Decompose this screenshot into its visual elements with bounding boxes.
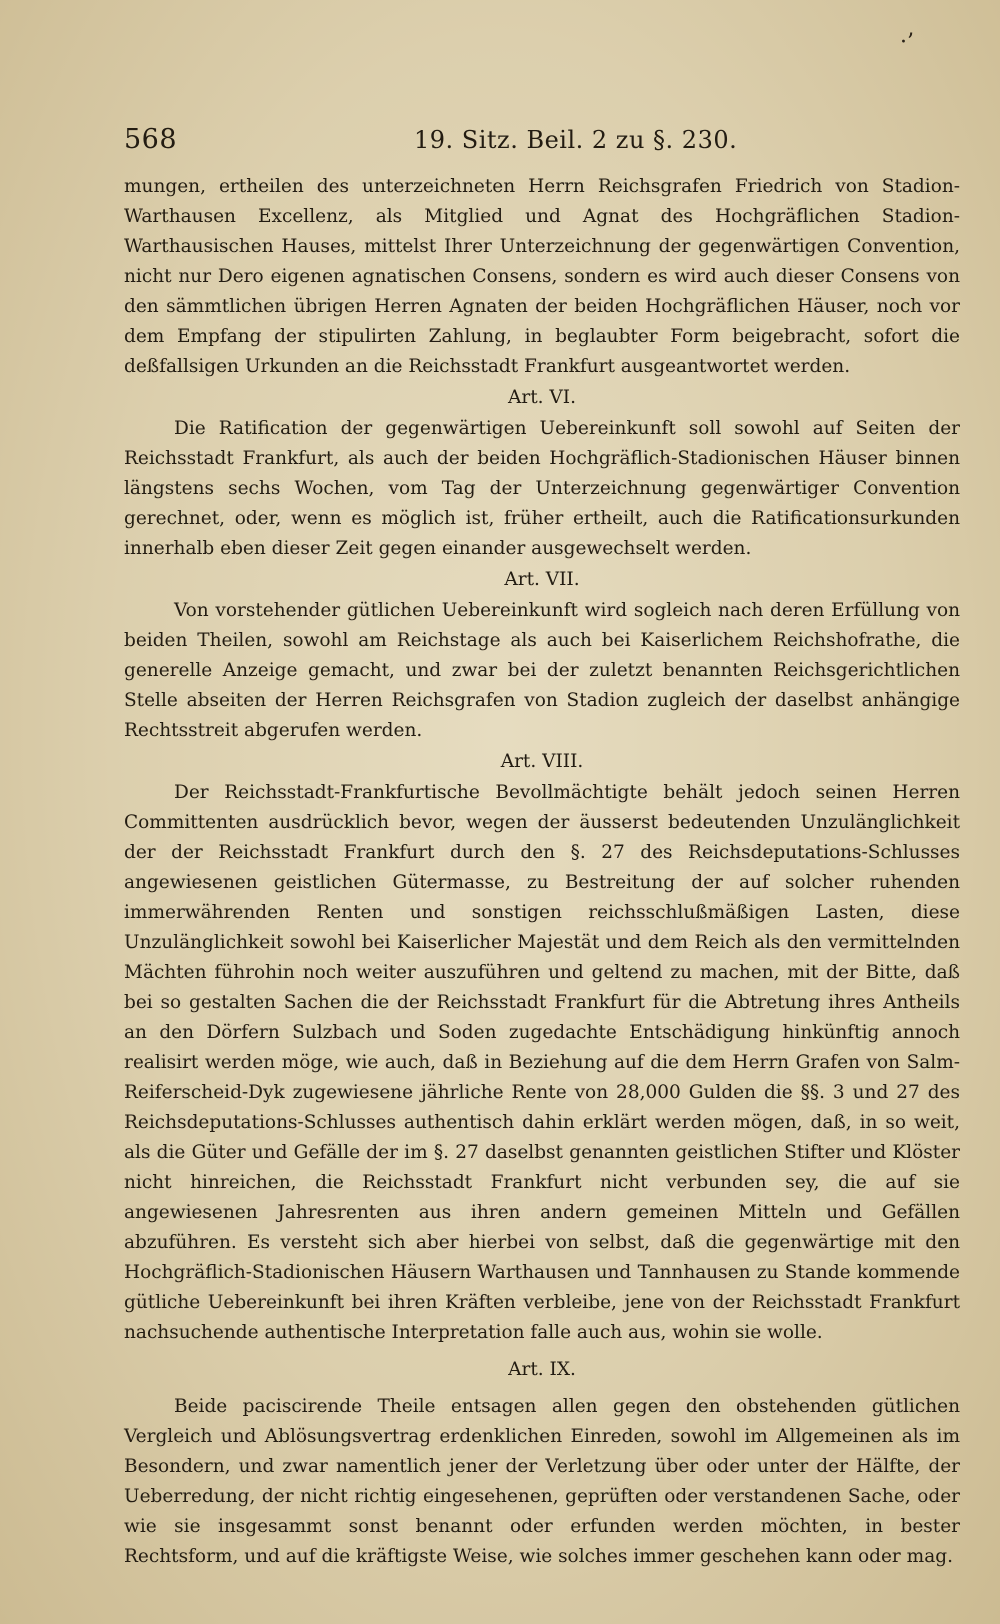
page-header bbox=[124, 124, 944, 158]
margin-marks: ·’ bbox=[900, 30, 914, 55]
article-heading-9: Art. IX. bbox=[508, 1359, 576, 1380]
article-heading-7: Art. VII. bbox=[504, 569, 580, 590]
article-heading-8: Art. VIII. bbox=[500, 751, 584, 772]
article-7-text: Von vorstehender gütlichen Uebereinkunft wird sogleich nach deren Erfüllung von beiden Theilen, sowohl am Reichstage als auch bei Kaiserlichem Reichshofrathe, die generelle Anzeige gemacht, und zwar bei der zuletzt benannten Reichsgerichtlichen Stelle abseiten der Herren Reichsgrafen von Stadion zugleich der daselbst anhängige Rechtsstreit abgerufen werden. bbox=[124, 600, 960, 741]
running-title: 19. Sitz. Beil. 2 zu §. 230. bbox=[414, 126, 738, 154]
page-number: 568 bbox=[124, 124, 178, 155]
paragraph-continuation: mungen, ertheilen des unterzeichneten Herrn Reichsgrafen Friedrich von Stadion-Warthausen Excellenz, als Mitglied und Agnat des Hochgräflichen Stadion-Warthausischen Hauses, mittelst Ihrer Unterzeichnung der gegenwärtigen Convention, nicht nur Dero eigenen agnatischen Consens, sondern es wird auch dieser Consens von den sämmtlichen übrigen Herren Agnaten der beiden Hochgräflichen Häuser, noch vor dem Empfang der stipulirten Zahlung, in beglaubter Form beigebracht, sofort die deßfallsigen Urkunden an die Reichsstadt Frankfurt ausgeantwortet werden. bbox=[124, 176, 960, 377]
article-6-text: Die Ratification der gegenwärtigen Uebereinkunft soll sowohl auf Seiten der Reichsstadt Frankfurt, als auch der beiden Hochgräflich-Stadionischen Häuser binnen längstens sechs Wochen, vom Tag der Unterzeichnung gegenwärtiger Convention gerechnet, oder, wenn es möglich ist, früher ertheilt, auch die Ratificationsurkunden innerhalb eben dieser Zeit gegen einander ausgewechselt werden. bbox=[124, 418, 960, 559]
article-8-text: Der Reichsstadt-Frankfurtische Bevollmächtigte behält jedoch seinen Herren Committenten ausdrücklich bevor, wegen der äusserst bedeutenden Unzulänglichkeit der der Reichsstadt Frankfurt durch den §. 27 des Reichsdeputations-Schlusses angewiesenen geistlichen Gütermasse, zu Bestreitung der auf solcher ruhenden immerwährenden Renten und sonstigen reichsschlußmäßigen Lasten, diese Unzulänglichkeit sowohl bei Kaiserlicher Majestät und dem Reich als den vermittelnden Mächten führohin noch weiter auszuführen und geltend zu machen, mit der Bitte, daß bei so gestalten Sachen die der Reichsstadt Frankfurt für die Abtretung ihres Antheils an den Dörfern Sulzbach und Soden zugedachte Entschädigung hinkünftig annoch realisirt werden möge, wie auch, daß in Beziehung auf die dem Herrn Grafen von Salm-Reiferscheid-Dyk zugewiesene jährliche Rente von 28,000 Gulden die §§. 3 und 27 des Reichsdeputations-Schlusses authentisch dahin erklärt werden mögen, daß, in so weit, als die Güter und Gefälle der im §. 27 daselbst genannten geistlichen Stifter und Klöster nicht hinreichen, die Reichsstadt Frankfurt nicht verbunden sey, die auf sie angewiesenen Jahresrenten aus ihren andern gemeinen Mitteln und Gefällen abzuführen. Es versteht sich aber hierbei von selbst, daß die gegenwärtige mit den Hochgräflich-Stadionischen Häusern Warthausen und Tannhausen zu Stande kommende gütliche Uebereinkunft bei ihren Kräften verbleibe, jene von der Reichsstadt Frankfurt nachsuchende authentische Interpretation falle auch aus, wohin sie wolle. bbox=[124, 782, 960, 1343]
article-heading-6: Art. VI. bbox=[508, 387, 576, 408]
article-9-text: Beide paciscirende Theile entsagen allen gegen den obstehenden gütlichen Vergleich und Ablösungsvertrag erdenklichen Einreden, sowohl im Allgemeinen als im Besondern, und zwar namentlich jener der Verletzung über oder unter der Hälfte, der Ueberredung, der nicht richtig eingesehenen, geprüften oder verstandenen Sache, oder wie sie insgesammt sonst benannt oder erfunden werden möchten, in bester Rechtsform, und auf die kräftigste Weise, wie solches immer geschehen kann oder mag. bbox=[124, 1396, 960, 1567]
page-body bbox=[124, 172, 960, 1572]
